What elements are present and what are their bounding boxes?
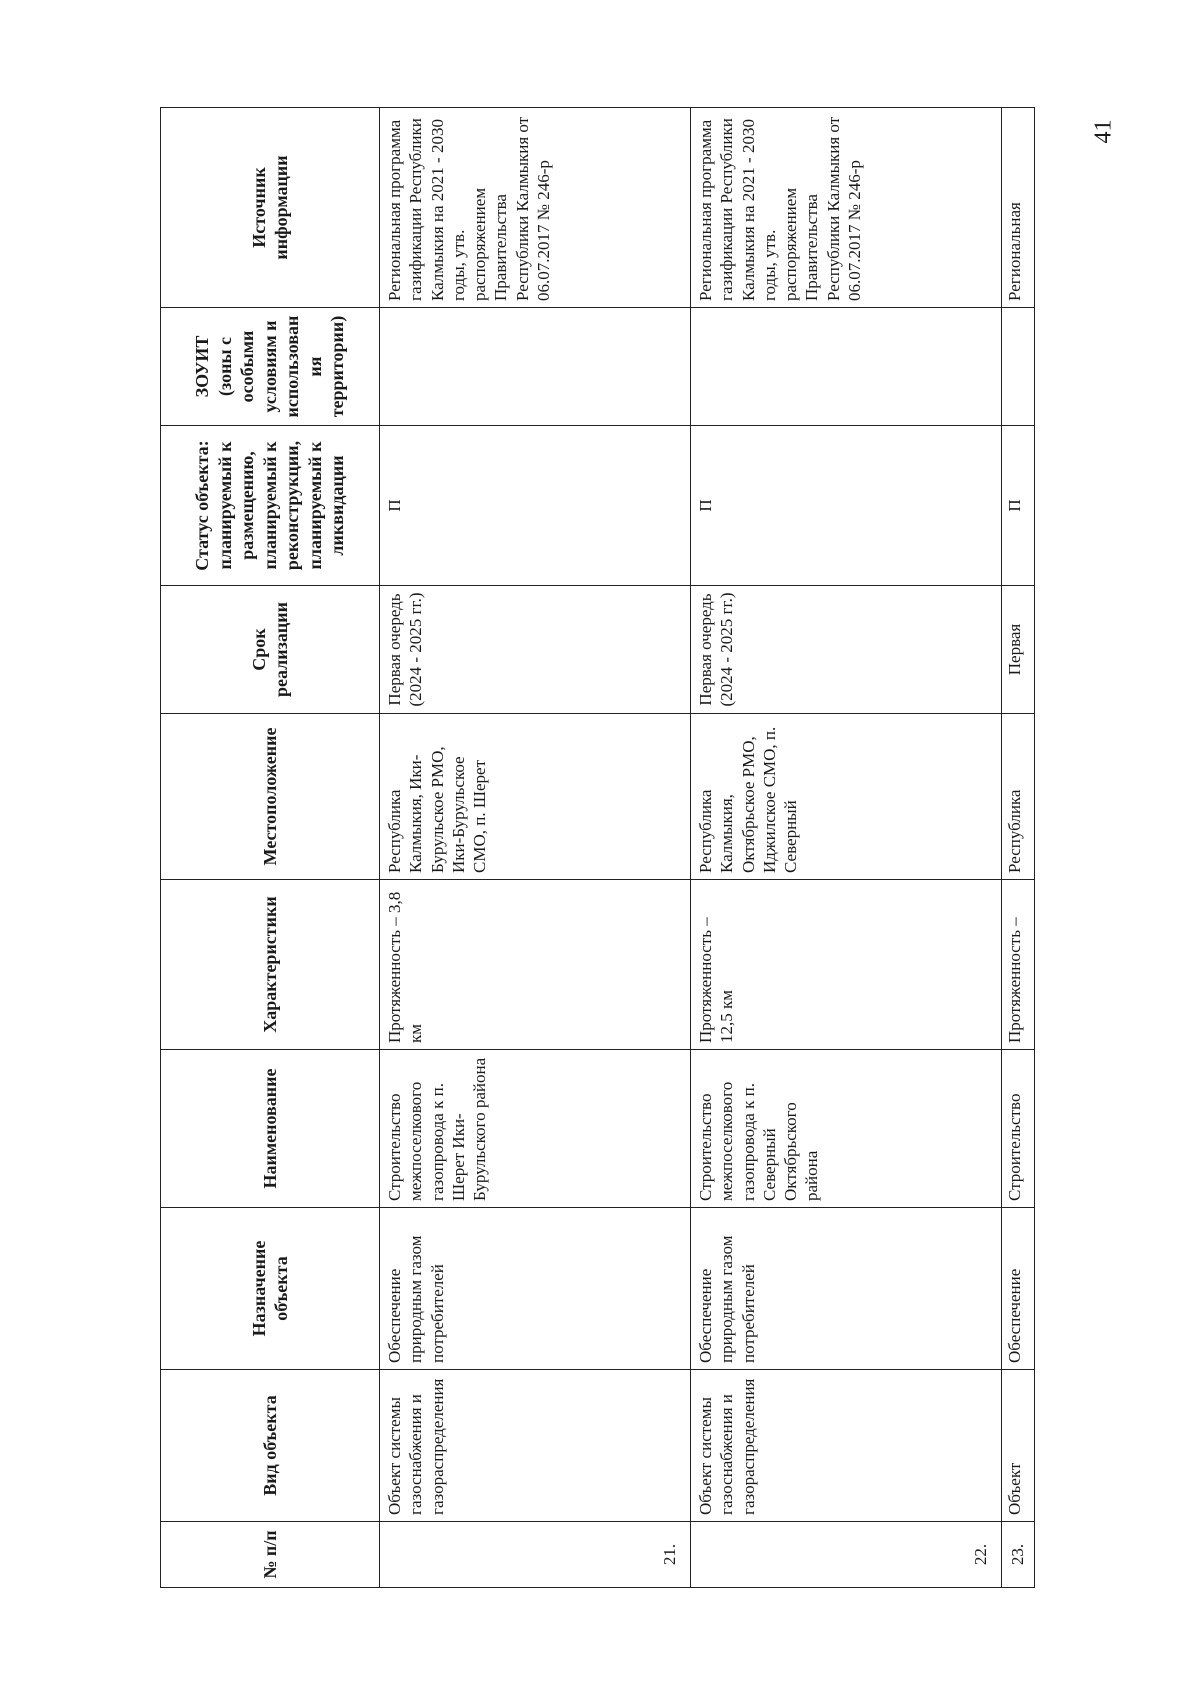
cell-term: Первая очередь (2024 - 2025 гг.): [380, 586, 691, 714]
cell-characteristics: Протяженность –: [1002, 880, 1035, 1050]
cell-characteristics: Протяженность – 3,8 км: [380, 880, 691, 1050]
cell-location: Республика: [1002, 714, 1035, 880]
planned-objects-table: [160, 107, 1035, 1588]
table-header-row: [161, 108, 380, 1588]
cell-location: Республика Калмыкия, Октябрьское РМО, Иджилское СМО, п. Северный: [691, 714, 1002, 880]
cell-source: Региональная программа газификации Республики Калмыкия на 2021 - 2030 годы, утв. распоряжением Правительства Республики Калмыкия от 06.07.2017 № 246-р: [380, 108, 691, 308]
cell-location: Республика Калмыкия, Ики-Бурульское РМО, Ики-Бурульское СМО, п. Шерет: [380, 714, 691, 880]
cell-kind: Объект: [1002, 1370, 1035, 1522]
cell-purpose: Обеспечение природным газом потребителей: [380, 1208, 691, 1370]
cell-status: П: [380, 426, 691, 586]
table-row: [691, 108, 1002, 1588]
cell-characteristics: Протяженность – 12,5 км: [691, 880, 1002, 1050]
cell-status: П: [1002, 426, 1035, 586]
document-table-container: [160, 108, 1080, 1588]
cell-purpose: Обеспечение: [1002, 1208, 1035, 1370]
cell-source: Региональная: [1002, 108, 1035, 308]
cell-source: Региональная программа газификации Республики Калмыкия на 2021 - 2030 годы, утв. распоряжением Правительства Республики Калмыкия от 06.07.2017 № 246-р: [691, 108, 1002, 308]
header-status: Статус объекта: планируемый к размещению, планируемый к реконструкции, планируемый к ликвидации: [161, 426, 380, 586]
header-purpose: Назначение объекта: [161, 1208, 380, 1370]
cell-num: 21.: [380, 1522, 691, 1588]
table-row: [1002, 108, 1035, 1588]
cell-zone: [380, 308, 691, 426]
header-zone: ЗОУИТ (зоны с особыми условиям и использования территории): [161, 308, 380, 426]
cell-kind: Объект системы газоснабжения и газораспределения: [380, 1370, 691, 1522]
cell-zone: [1002, 308, 1035, 426]
header-characteristics: Характеристики: [161, 880, 380, 1050]
cell-purpose: Обеспечение природным газом потребителей: [691, 1208, 1002, 1370]
header-source: Источник информации: [161, 108, 380, 308]
header-location: Местоположение: [161, 714, 380, 880]
header-name: Наименование: [161, 1050, 380, 1208]
cell-name: Строительство: [1002, 1050, 1035, 1208]
cell-status: П: [691, 426, 1002, 586]
table-row: [380, 108, 691, 1588]
cell-num: 22.: [691, 1522, 1002, 1588]
cell-zone: [691, 308, 1002, 426]
cell-num: 23.: [1002, 1522, 1035, 1588]
cell-name: Строительство межпоселкового газопровода к п. Северный Октябрьского района: [691, 1050, 1002, 1208]
cell-term: Первая очередь (2024 - 2025 гг.): [691, 586, 1002, 714]
cell-name: Строительство межпоселкового газопровода к п. Шерет Ики-Бурульского района: [380, 1050, 691, 1208]
header-term: Срок реализации: [161, 586, 380, 714]
page-number: 41: [1090, 119, 1117, 144]
header-num: № п/п: [161, 1522, 380, 1588]
cell-kind: Объект системы газоснабжения и газораспределения: [691, 1370, 1002, 1522]
header-kind: Вид объекта: [161, 1370, 380, 1522]
cell-term: Первая: [1002, 586, 1035, 714]
